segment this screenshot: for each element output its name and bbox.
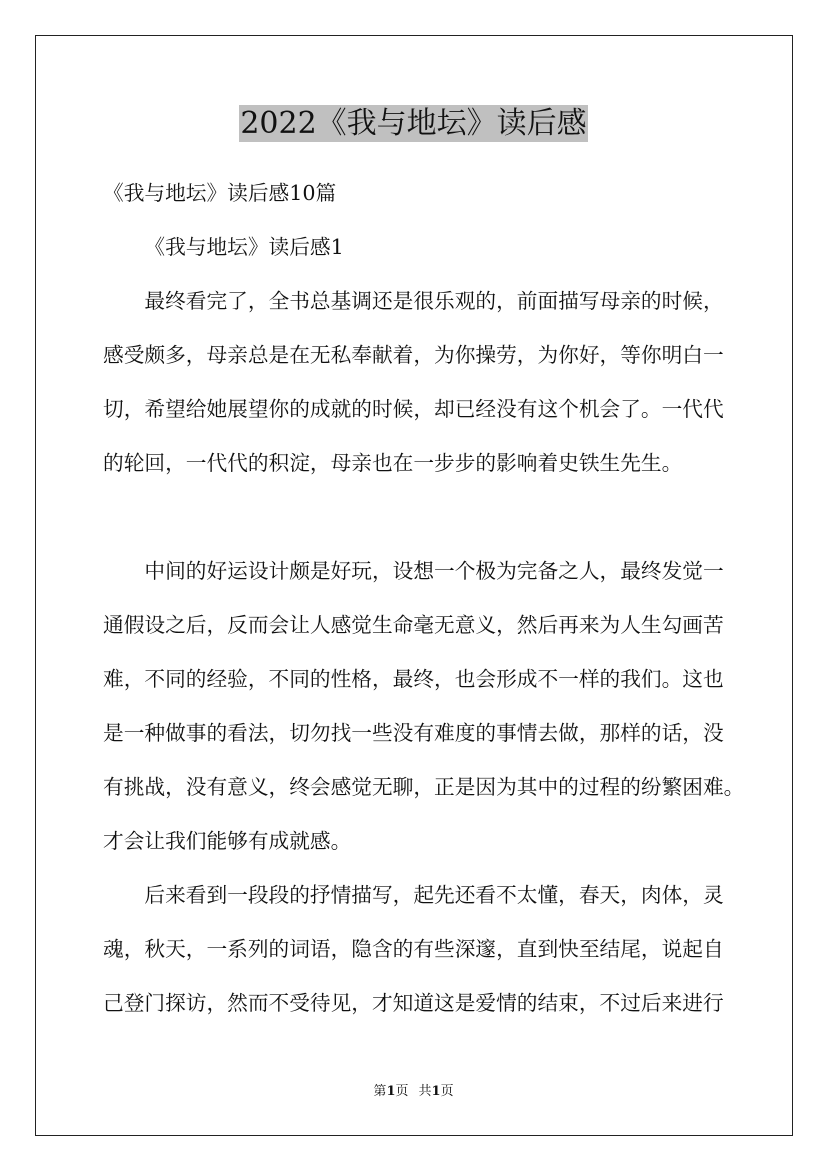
page-footer <box>0 1082 827 1102</box>
document-body <box>103 166 753 1030</box>
paragraph-1-line-2: 感受颇多，母亲总是在无私奉献着，为你操劳，为你好，等你明白一 <box>103 343 724 367</box>
footer-page-prefix: 第 <box>373 1084 387 1099</box>
paragraph-2 <box>103 544 753 868</box>
document-title: 2022《我与地坛》读后感 <box>240 106 587 141</box>
paragraph-3-line-2: 魂，秋天，一系列的词语，隐含的有些深邃，直到快至结尾，说起自 <box>103 937 724 961</box>
paragraph-2-line-5: 有挑战，没有意义，终会感觉无聊，正是因为其中的过程的纷繁困难。 <box>103 775 745 799</box>
section-heading: 《我与地坛》读后感1 <box>144 235 344 259</box>
paragraph-1 <box>103 274 753 490</box>
paragraph-2-line-3: 难，不同的经验，不同的性格，最终，也会形成不一样的我们。这也 <box>103 667 724 691</box>
paragraph-3 <box>103 868 753 1030</box>
blank-line <box>103 490 753 544</box>
footer-total-pages: 1 <box>431 1084 441 1099</box>
title-container <box>0 105 827 142</box>
paragraph-2-line-6: 才会让我们能够有成就感。 <box>103 829 352 853</box>
footer-total-prefix: 共 <box>418 1084 432 1099</box>
paragraph-3-line-1: 后来看到一段段的抒情描写，起先还看不太懂，春天，肉体，灵 <box>144 883 724 907</box>
paragraph-2-line-4: 是一种做事的看法，切勿找一些没有难度的事情去做，那样的话，没 <box>103 721 724 745</box>
footer-total-suffix: 页 <box>440 1084 454 1099</box>
paragraph-1-line-4: 的轮回，一代代的积淀，母亲也在一步步的影响着史铁生先生。 <box>103 451 683 475</box>
paragraph-3-line-3: 己登门探访，然而不受待见，才知道这是爱情的结束，不过后来进行 <box>103 991 724 1015</box>
footer-page-suffix: 页 <box>395 1084 409 1099</box>
paragraph-1-line-1: 最终看完了，全书总基调还是很乐观的，前面描写母亲的时候， <box>144 289 724 313</box>
paragraph-2-line-2: 通假设之后，反而会让人感觉生命毫无意义，然后再来为人生勾画苦 <box>103 613 724 637</box>
paragraph-2-line-1: 中间的好运设计颇是好玩，设想一个极为完备之人，最终发觉一 <box>144 559 724 583</box>
paragraph-1-line-3: 切，希望给她展望你的成就的时候，却已经没有这个机会了。一代代 <box>103 397 724 421</box>
footer-page-number: 1 <box>386 1084 396 1099</box>
document-subtitle: 《我与地坛》读后感10篇 <box>103 181 337 205</box>
